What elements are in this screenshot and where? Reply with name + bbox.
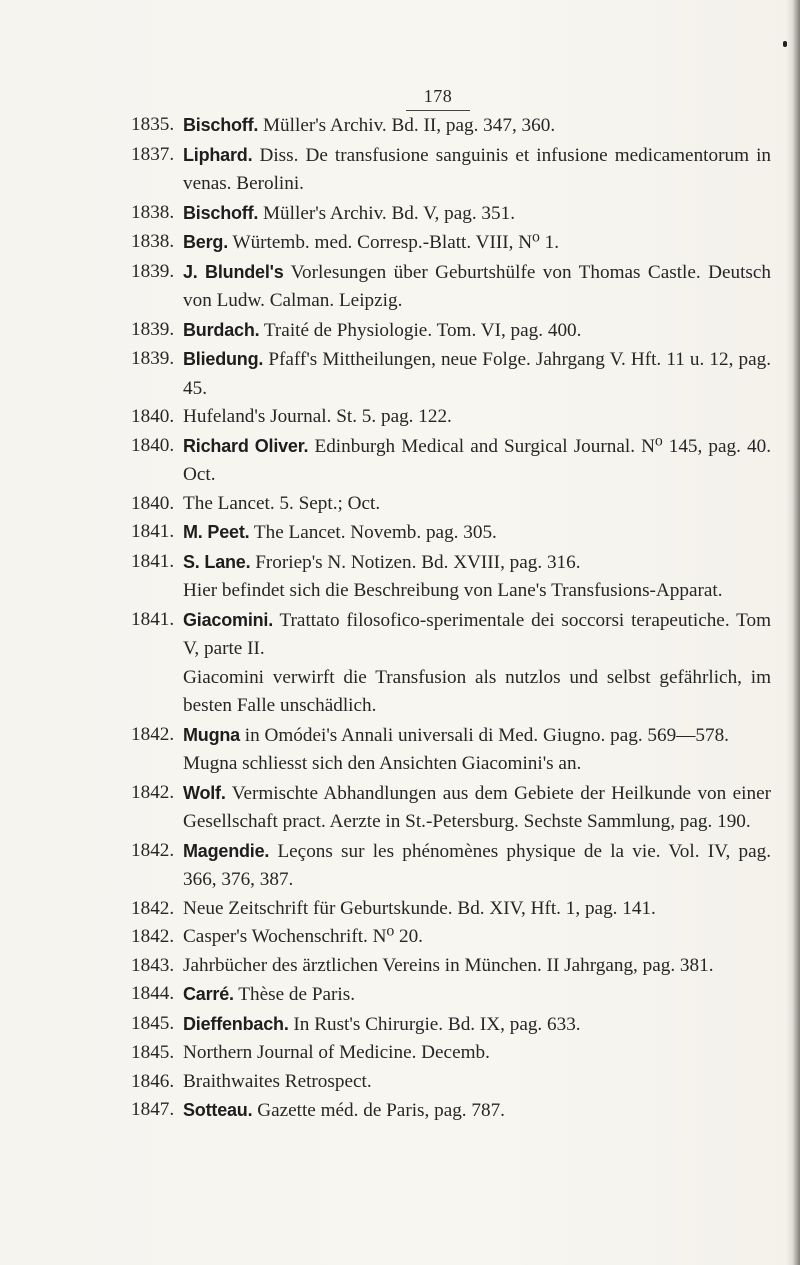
entry-citation [183,345,771,403]
entry-year: 1839. [131,260,175,282]
entry-citation [183,141,771,199]
entry-text: The Lancet. 5. Sept.; Oct. [183,492,381,514]
entry-citation [183,779,771,837]
entry-citation [183,490,771,519]
entry-year: 1843. [131,954,175,976]
entry-year: 1840. [131,492,175,514]
entry-citation [183,837,771,895]
entry-author: Carré. [183,984,234,1004]
entry-text: Edinburgh Medical and Surgical Journal. N⁰ 145, pag. 40. Oct. [183,435,772,485]
entry-citation [183,952,771,981]
entry-text: Trattato filosofico-sperimentale dei soccorsi terapeutiche. Tom V, parte II. [183,609,771,659]
entry-text: The Lancet. Novemb. pag. 305. [253,522,497,543]
entry-text: Pfaff's Mittheilungen, neue Folge. Jahrgang V. Hft. 11 u. 12, pag. 45. [183,349,771,399]
entry-year: 1842. [131,897,175,919]
bibliography-entry [131,606,771,721]
entry-year: 1842. [131,926,175,947]
entry-author: Bischoff. [183,115,259,135]
entry-year: 1835. [131,114,175,135]
bibliography-entry [131,895,771,924]
bibliography-entry [131,952,771,981]
bibliography-entry [131,518,771,548]
bibliography-entry [131,403,771,432]
entry-year: 1838. [131,201,175,223]
bibliography-entry [131,1010,771,1040]
entry-author: Dieffenbach. [183,1013,289,1034]
bibliography-entry [131,432,771,490]
entry-text: Traité de Physiologie. Tom. VI, pag. 400. [263,319,582,341]
entry-citation [183,199,771,229]
entry-citation [183,1068,771,1097]
entry-author: S. Lane. [183,551,251,572]
bibliography-entry [131,345,771,403]
page-edge-shadow [786,0,800,1265]
entry-text: Gazette méd. de Paris, pag. 787. [257,1100,505,1121]
entry-text: Casper's Wochenschrift. N⁰ 20. [183,926,423,947]
entry-text: Würtemb. med. Corresp.-Blatt. VIII, N⁰ 1. [232,232,559,253]
entry-year: 1839. [131,318,175,340]
entry-citation [183,228,771,258]
entry-citation [183,548,771,578]
entry-author: J. Blundel's [183,261,284,282]
entry-year: 1846. [131,1070,175,1092]
entry-year: 1841. [131,608,175,630]
entry-author: Bischoff. [183,202,259,223]
entry-citation [183,606,771,664]
page-number: 178 [406,86,470,111]
entry-author: Giacomini. [183,609,274,630]
bibliography-entry [131,258,771,316]
entry-year: 1841. [131,521,175,542]
entry-author: Richard Oliver. [183,435,309,456]
entry-author: Bliedung. [183,349,264,369]
entry-text: Müller's Archiv. Bd. V, pag. 351. [263,202,516,224]
entry-citation [183,721,771,751]
entry-text: Müller's Archiv. Bd. II, pag. 347, 360. [263,115,556,136]
entry-author: Magendie. [183,840,270,861]
entry-year: 1844. [131,983,175,1004]
entry-text: Froriep's N. Notizen. Bd. XVIII, pag. 316. [255,551,581,573]
entry-author: Wolf. [183,782,226,803]
entry-citation [183,923,771,952]
entry-text: Hufeland's Journal. St. 5. pag. 122. [183,406,452,427]
entry-citation [183,403,771,432]
entry-text: Jahrbücher des ärztlichen Vereins in München. II Jahrgang, pag. 381. [183,954,714,976]
bibliography-entry [131,1039,771,1068]
entry-author: Mugna [183,724,240,745]
entry-note: Giacomini verwirft die Transfusion als nutzlos und selbst gefährlich, im besten Falle unschädlich. [183,666,771,716]
entry-year: 1842. [131,723,175,745]
entry-year: 1842. [131,781,175,803]
bibliography-entry [131,316,771,346]
entry-text: Thèse de Paris. [238,984,355,1005]
entry-citation [183,895,771,924]
entry-text: In Rust's Chirurgie. Bd. IX, pag. 633. [293,1013,581,1035]
entry-note: Hier befindet sich die Beschreibung von Lane's Transfusions-Apparat. [183,580,723,601]
bibliography-entry [131,923,771,952]
ink-speck [783,41,787,47]
entry-year: 1840. [131,406,175,427]
bibliography-entry [131,1068,771,1097]
entry-year: 1839. [131,348,175,369]
entry-citation [183,1010,771,1040]
entry-text: in Omódei's Annali universali di Med. Giugno. pag. 569—578. [244,724,729,746]
bibliography-entry [131,980,771,1010]
bibliography-entry [131,1096,771,1126]
entry-text: Vermischte Abhandlungen aus dem Gebiete der Heilkunde von einer Gesellschaft pract. Aerzte in St.-Petersburg. Sechste Sammlung, pag. 190. [183,782,771,832]
bibliography-entry [131,779,771,837]
entry-year: 1845. [131,1012,175,1034]
entry-citation [183,518,771,548]
entry-citation [183,316,771,346]
entry-year: 1838. [131,231,175,252]
bibliography-entry [131,837,771,895]
entry-citation [183,1096,771,1126]
entry-text: Northern Journal of Medicine. Decemb. [183,1042,490,1063]
entry-year: 1842. [131,839,175,861]
entry-text: Neue Zeitschrift für Geburtskunde. Bd. XIV, Hft. 1, pag. 141. [183,897,656,919]
bibliography-entry [131,199,771,229]
entry-author: Burdach. [183,319,260,340]
entry-year: 1837. [131,143,175,165]
entry-note: Mugna schliesst sich den Ansichten Giacomini's an. [183,753,582,774]
entry-citation [183,432,771,490]
entry-citation [183,1039,771,1068]
entry-citation [183,980,771,1010]
bibliography-entry [131,548,771,606]
bibliography-entry [131,228,771,258]
entry-text: Diss. De transfusione sanguinis et infusione medicamentorum in venas. Berolini. [183,144,771,194]
entry-citation [183,258,771,316]
entry-author: Berg. [183,232,229,252]
entry-year: 1841. [131,550,175,572]
entry-author: Liphard. [183,144,253,165]
bibliography-entry [131,721,771,779]
entry-author: M. Peet. [183,522,250,542]
entry-text: Leçons sur les phénomènes physique de la vie. Vol. IV, pag. 366, 376, 387. [183,840,771,890]
bibliography-entry [131,141,771,199]
bibliography-list [131,111,771,1126]
entry-text: Braithwaites Retrospect. [183,1070,372,1092]
entry-text: Vorlesungen über Geburtshülfe von Thomas Castle. Deutsch von Ludw. Calman. Leipzig. [183,261,771,311]
entry-citation [183,111,771,141]
entry-year: 1847. [131,1099,175,1120]
entry-author: Sotteau. [183,1100,253,1120]
entry-year: 1840. [131,434,175,456]
bibliography-entry [131,490,771,519]
bibliography-entry [131,111,771,141]
entry-year: 1845. [131,1042,175,1063]
